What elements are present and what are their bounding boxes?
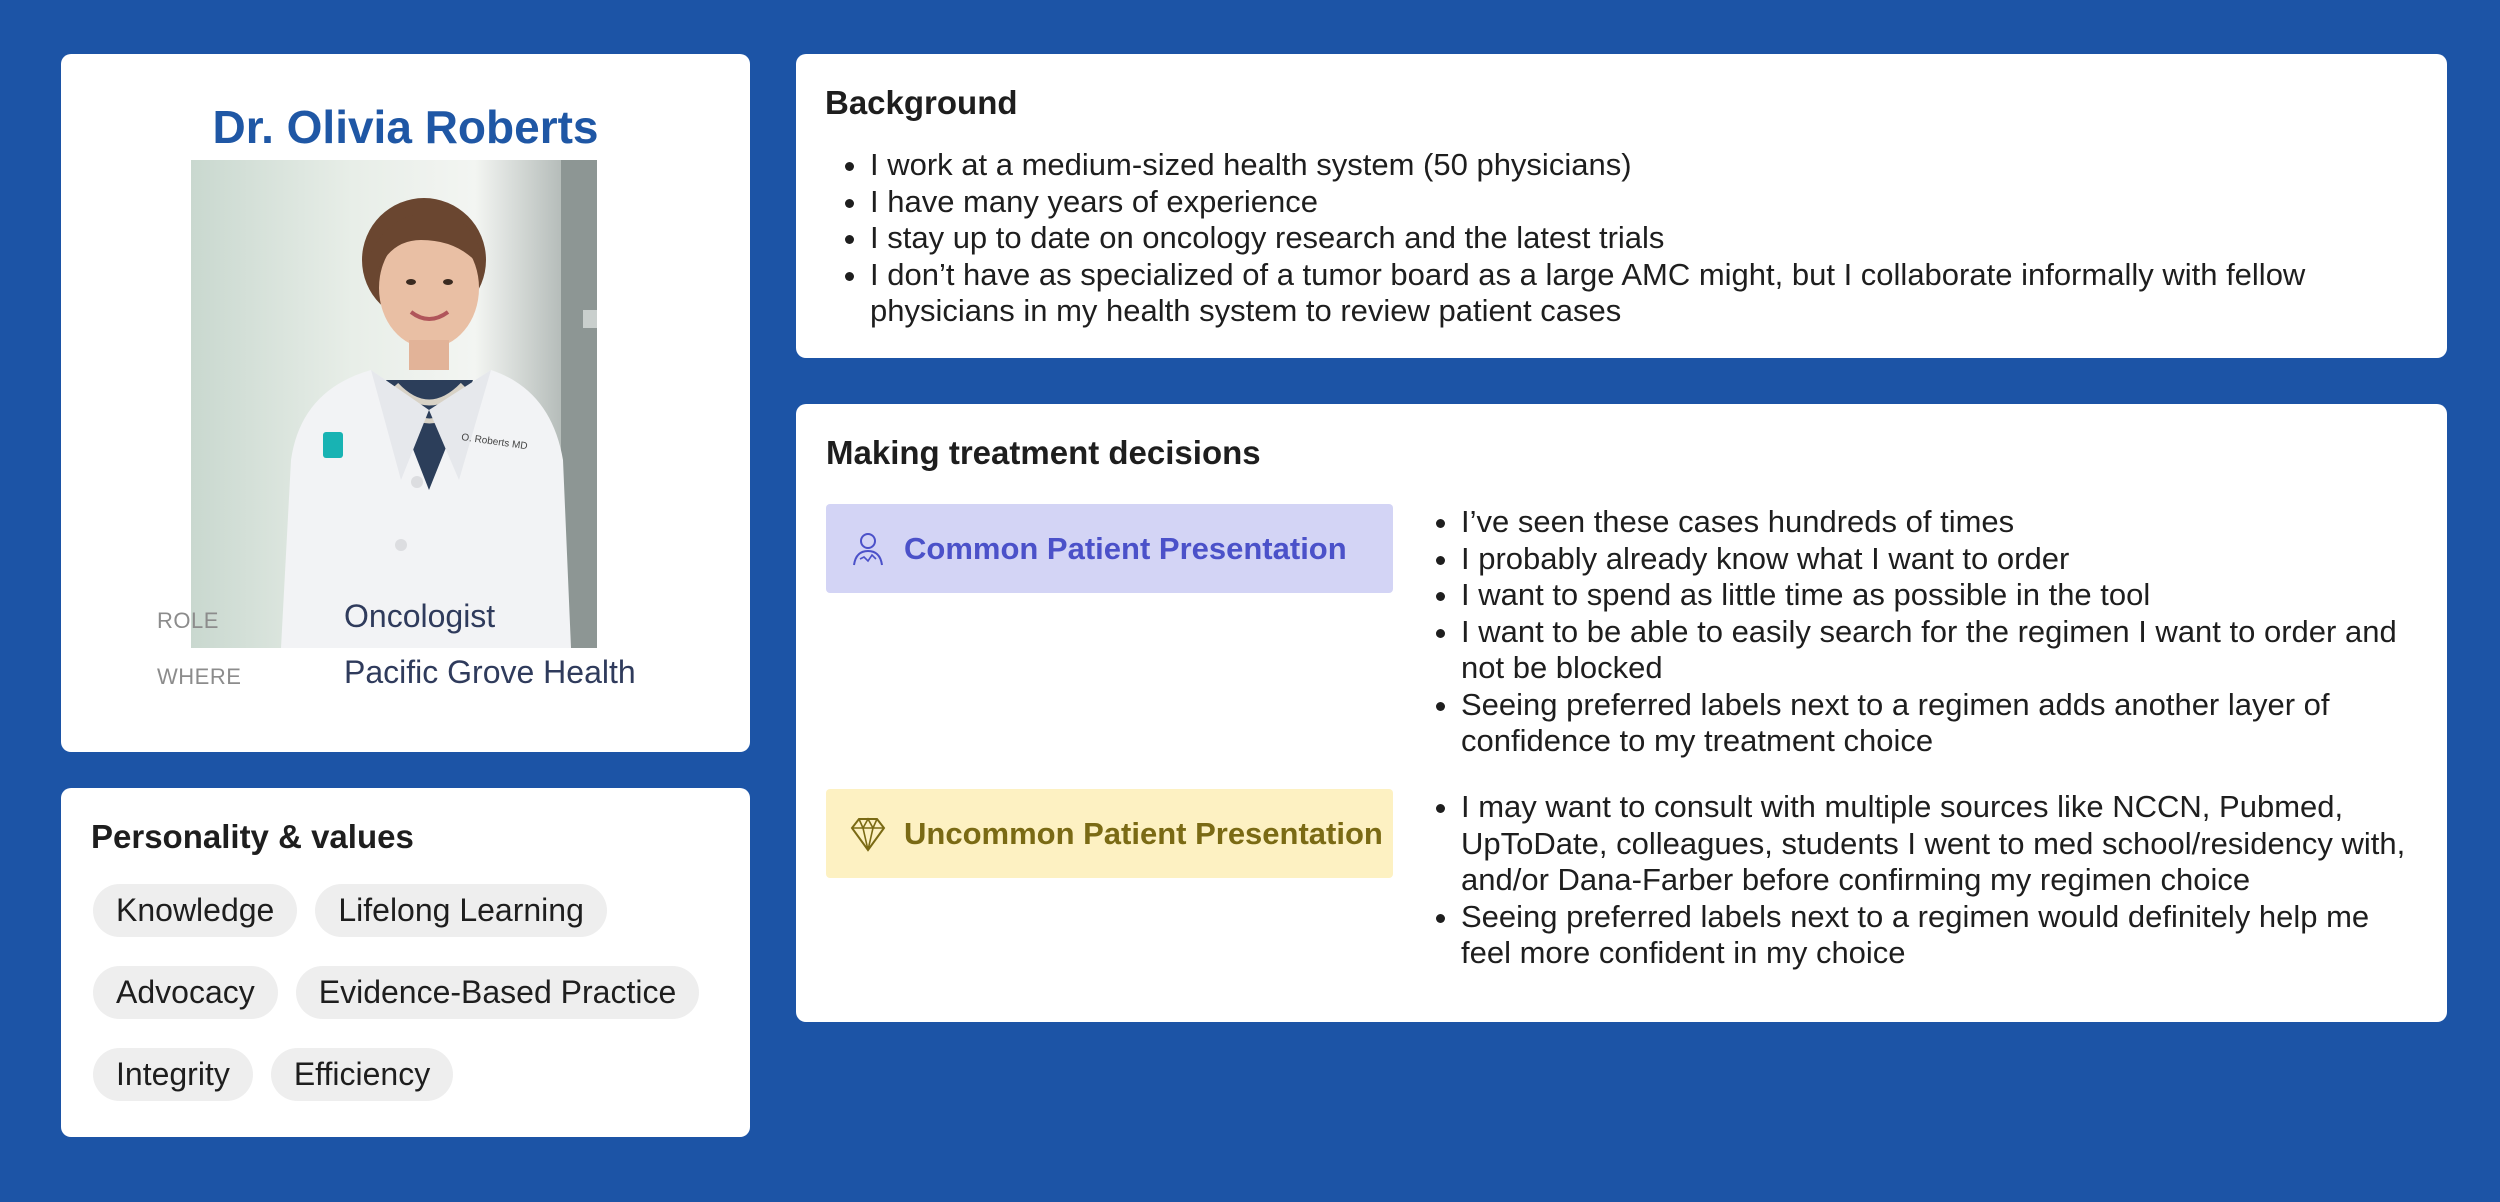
- treatment-card: [796, 404, 2447, 1022]
- list-item: • I have many years of experience: [870, 184, 2350, 221]
- role-value: Oncologist: [344, 598, 496, 634]
- list-item: • I don’t have as specialized of a tumor board as a large AMC might, but I collaborate informally with fellow physicians in my health system to review patient cases: [870, 257, 2350, 330]
- role-label: ROLE: [157, 608, 219, 633]
- list-item: • I stay up to date on oncology research and the latest trials: [870, 220, 2350, 257]
- uncommon-presentation-list: [1461, 789, 2421, 972]
- treatment-title: Making treatment decisions: [826, 434, 1261, 471]
- list-item: • I may want to consult with multiple sources like NCCN, Pubmed, UpToDate, colleagues, students I went to med school/residency with, and/or Dana-Farber before confirming my regimen choice: [1461, 789, 2421, 899]
- list-item: • I work at a medium-sized health system (50 physicians): [870, 147, 2350, 184]
- background-title: Background: [825, 84, 1018, 121]
- person-icon: [848, 529, 888, 569]
- background-card: [796, 54, 2447, 358]
- value-tag: Efficiency: [271, 1048, 453, 1101]
- common-presentation-pill: [826, 504, 1393, 593]
- list-item: • Seeing preferred labels next to a regimen would definitely help me feel more confident in my choice: [1461, 899, 2421, 972]
- uncommon-presentation-label: Uncommon Patient Presentation: [904, 815, 1383, 851]
- value-tag: Integrity: [93, 1048, 253, 1101]
- list-item: • I want to spend as little time as possible in the tool: [1461, 577, 2421, 614]
- where-value: Pacific Grove Health: [344, 654, 636, 690]
- value-tags: [93, 884, 743, 1130]
- common-presentation-label: Common Patient Presentation: [904, 530, 1347, 566]
- svg-text:O. Roberts MD: O. Roberts MD: [460, 432, 529, 453]
- value-tag: Knowledge: [93, 884, 297, 937]
- profile-card: [61, 54, 750, 752]
- diamond-icon: [848, 814, 888, 854]
- value-tag: Lifelong Learning: [315, 884, 607, 937]
- doctor-portrait-icon: [191, 160, 597, 648]
- list-item: • I probably already know what I want to order: [1461, 541, 2421, 578]
- list-item: • I’ve seen these cases hundreds of times: [1461, 504, 2421, 541]
- persona-photo: [191, 160, 597, 648]
- uncommon-presentation-pill: [826, 789, 1393, 878]
- where-label: WHERE: [157, 664, 242, 689]
- list-item: • I want to be able to easily search for the regimen I want to order and not be blocked: [1461, 614, 2421, 687]
- list-item: • Seeing preferred labels next to a regimen adds another layer of confidence to my treatment choice: [1461, 687, 2421, 760]
- personality-card: [61, 788, 750, 1137]
- value-tag: Evidence-Based Practice: [296, 966, 700, 1019]
- value-tag: Advocacy: [93, 966, 278, 1019]
- personality-title: Personality & values: [91, 818, 414, 855]
- common-presentation-list: [1461, 504, 2421, 760]
- background-list: [870, 147, 2350, 330]
- persona-name: Dr. Olivia Roberts: [212, 101, 599, 153]
